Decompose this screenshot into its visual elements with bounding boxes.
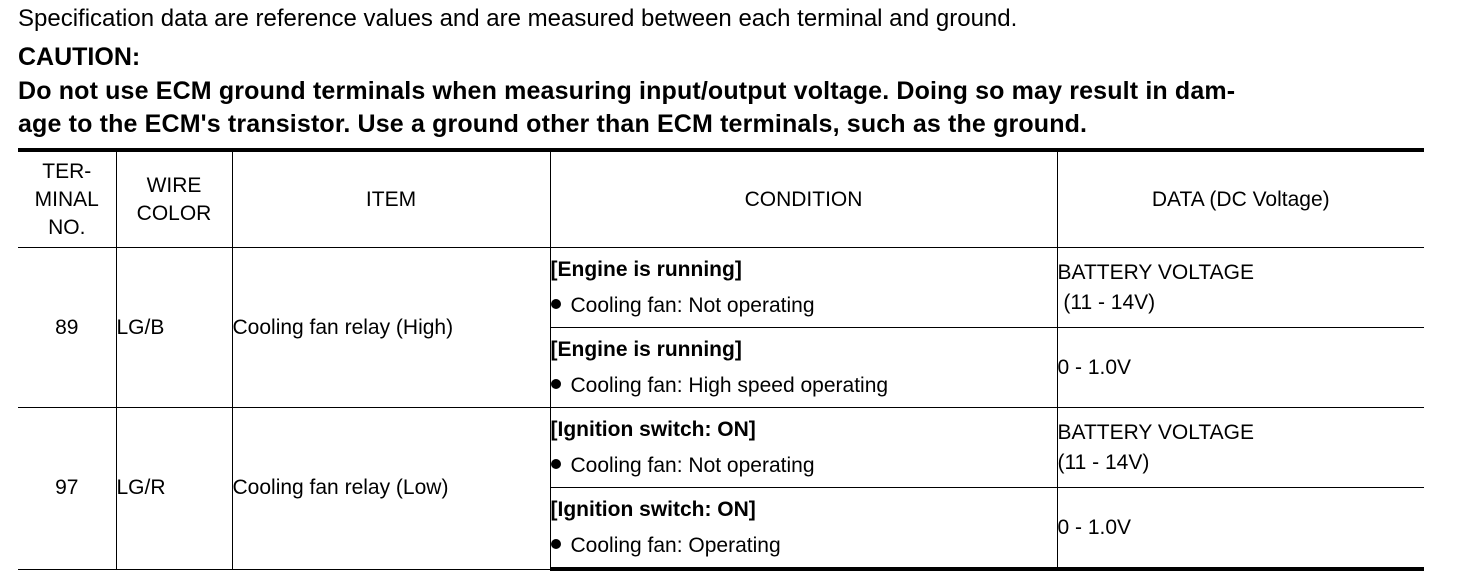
condition-cell bbox=[550, 408, 1057, 488]
condition-bullet-text: Cooling fan: High speed operating bbox=[570, 373, 889, 397]
header-terminal-line: NO. bbox=[48, 215, 86, 239]
header-wire-line: COLOR bbox=[136, 201, 212, 225]
condition-cell bbox=[550, 488, 1057, 570]
table-row bbox=[18, 408, 1424, 488]
data-cell bbox=[1057, 488, 1424, 570]
data-cell bbox=[1057, 328, 1424, 408]
header-wire-color bbox=[116, 150, 232, 248]
condition-heading: [Engine is running] bbox=[550, 337, 742, 361]
condition-cell bbox=[550, 328, 1057, 408]
caution-heading: CAUTION: bbox=[18, 43, 141, 71]
data-line: (11 - 14V) bbox=[1057, 450, 1150, 474]
table-row bbox=[18, 248, 1424, 328]
header-wire-line: WIRE bbox=[146, 173, 202, 197]
item-description: Cooling fan relay (High) bbox=[232, 248, 550, 408]
wire-color: LG/B bbox=[116, 248, 232, 408]
data-line: (11 - 14V) bbox=[1057, 290, 1156, 314]
data-cell bbox=[1057, 408, 1424, 488]
condition-bullet-text: Cooling fan: Not operating bbox=[570, 453, 815, 477]
bullet-icon bbox=[551, 299, 561, 309]
condition-bullet-text: Cooling fan: Not operating bbox=[570, 293, 815, 317]
data-line: BATTERY VOLTAGE bbox=[1057, 260, 1254, 284]
header-condition: CONDITION bbox=[550, 150, 1057, 248]
caution-line-2: age to the ECM's transistor. Use a ground other than ECM terminals, such as the ground. bbox=[18, 110, 1088, 138]
terminal-number: 89 bbox=[18, 248, 116, 408]
table-header-row bbox=[18, 150, 1424, 248]
terminal-spec-table bbox=[18, 148, 1424, 571]
data-line: 0 - 1.0V bbox=[1057, 515, 1132, 539]
header-terminal-no bbox=[18, 150, 116, 248]
condition-cell bbox=[550, 248, 1057, 328]
header-data: DATA (DC Voltage) bbox=[1057, 150, 1424, 248]
data-cell bbox=[1057, 248, 1424, 328]
header-terminal-line: TER- bbox=[42, 159, 92, 183]
condition-bullet-text: Cooling fan: Operating bbox=[570, 533, 781, 557]
condition-bullet-line bbox=[551, 448, 1057, 484]
terminal-number: 97 bbox=[18, 408, 116, 570]
bullet-icon bbox=[551, 539, 561, 549]
header-item: ITEM bbox=[232, 150, 550, 248]
condition-heading: [Engine is running] bbox=[550, 257, 742, 281]
condition-heading: [Ignition switch: ON] bbox=[550, 497, 756, 521]
data-line: BATTERY VOLTAGE bbox=[1057, 420, 1254, 444]
item-description: Cooling fan relay (Low) bbox=[232, 408, 550, 570]
header-terminal-line: MINAL bbox=[34, 187, 99, 211]
intro-text: Specification data are reference values and are measured between each terminal and ground. bbox=[18, 5, 1018, 32]
data-line: 0 - 1.0V bbox=[1057, 355, 1132, 379]
bullet-icon bbox=[551, 459, 561, 469]
wire-color: LG/R bbox=[116, 408, 232, 570]
caution-text bbox=[18, 75, 1428, 141]
condition-bullet-line bbox=[551, 528, 1057, 564]
condition-bullet-line bbox=[551, 368, 1057, 404]
condition-heading: [Ignition switch: ON] bbox=[550, 417, 756, 441]
bullet-icon bbox=[551, 379, 561, 389]
caution-line-1: Do not use ECM ground terminals when measuring input/output voltage. Doing so may result in dam- bbox=[18, 77, 1236, 105]
condition-bullet-line bbox=[551, 288, 1057, 324]
